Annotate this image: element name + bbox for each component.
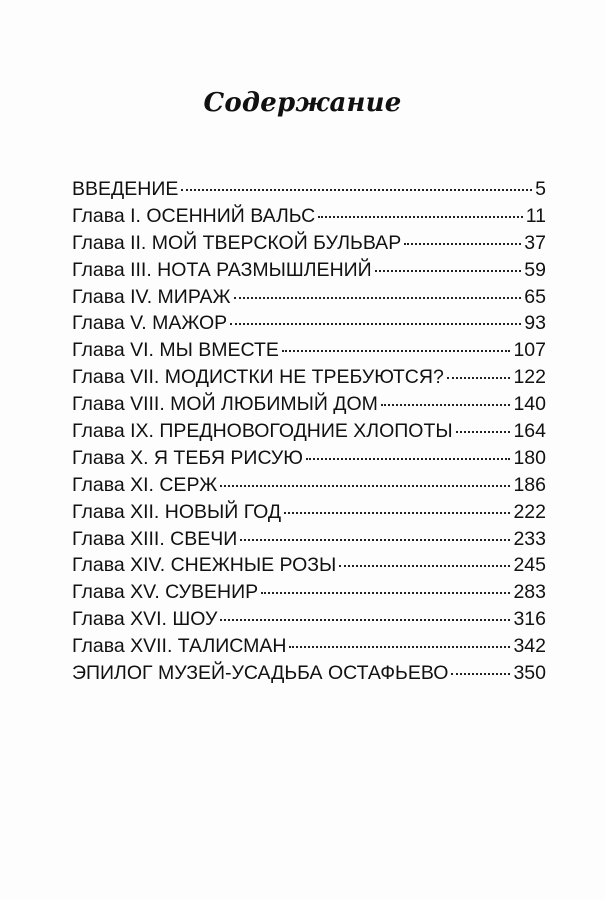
dot-leader [282,350,511,352]
dot-leader [289,646,510,648]
toc-entry-title: Глава XIV. СНЕЖНЫЕ РОЗЫ [72,554,337,577]
toc-entry-title: ЭПИЛОГ МУЗЕЙ-УСАДЬБА ОСТАФЬЕВО [72,662,449,685]
toc-entry-page-number: 107 [513,339,546,362]
toc-entry-page-number: 283 [513,581,546,604]
toc-entry-page-number: 11 [525,204,546,227]
dot-leader [284,512,510,514]
toc-entry-page-number: 37 [524,231,546,254]
toc-entry-page-number: 140 [513,393,546,416]
toc-entry-title: Глава VII. МОДИСТКИ НЕ ТРЕБУЮТСЯ? [72,366,444,389]
toc-entry [72,312,546,339]
dot-leader [220,485,510,487]
dot-leader [220,619,510,621]
toc-entry [72,474,546,501]
toc-entry [72,420,546,447]
toc-entry [72,366,546,393]
toc-entry [72,554,546,581]
toc-entry-title: Глава II. МОЙ ТВЕРСКОЙ БУЛЬВАР [72,231,402,254]
dot-leader [339,565,510,567]
toc-entry-page-number: 164 [513,420,546,443]
table-of-contents [72,178,546,689]
toc-entry-page-number: 180 [513,446,546,469]
dot-leader [306,458,510,460]
toc-entry [72,501,546,528]
dot-leader [456,431,511,433]
toc-entry [72,635,546,662]
dot-leader [447,377,511,379]
dot-leader [234,297,522,299]
dot-leader [261,592,510,594]
toc-entry-page-number: 233 [513,527,546,550]
toc-entry [72,339,546,366]
toc-entry-page-number: 350 [513,662,546,685]
dot-leader [375,270,522,272]
dot-leader [181,189,532,191]
page-title: Содержание [203,88,402,118]
toc-entry-page-number: 5 [535,178,546,200]
dot-leader [230,323,521,325]
toc-entry-title: Глава I. ОСЕННИЙ ВАЛЬС [72,204,316,227]
toc-entry-title: Глава VI. МЫ ВМЕСТЕ [72,339,279,362]
toc-entry [72,528,546,555]
toc-entry [72,232,546,259]
toc-entry-title: Глава XIII. СВЕЧИ [72,527,238,550]
toc-entry-title: Глава IX. ПРЕДНОВОГОДНИЕ ХЛОПОТЫ [72,420,453,443]
toc-entry-title: Глава XV. СУВЕНИР [72,581,259,604]
toc-entry-page-number: 59 [524,258,546,281]
toc-entry-title: Глава VIII. МОЙ ЛЮБИМЫЙ ДОМ [72,393,378,416]
toc-entry [72,178,546,205]
toc-entry-page-number: 316 [513,608,546,631]
dot-leader [381,404,511,406]
toc-entry-page-number: 245 [513,554,546,577]
toc-entry [72,205,546,232]
toc-entry [72,393,546,420]
toc-entry-title: Глава V. МАЖОР [72,312,228,335]
toc-entry-page-number: 122 [513,366,546,389]
toc-entry [72,662,546,689]
dot-leader [318,216,522,218]
toc-entry-title: ВВЕДЕНИЕ [72,178,179,200]
dot-leader [451,673,510,675]
toc-entry-page-number: 93 [524,312,546,335]
toc-entry [72,608,546,635]
toc-entry [72,286,546,313]
toc-entry-page-number: 222 [513,500,546,523]
toc-entry [72,581,546,608]
toc-entry [72,259,546,286]
toc-entry-title: Глава XI. СЕРЖ [72,473,218,496]
toc-entry-title: Глава XII. НОВЫЙ ГОД [72,500,282,523]
dot-leader [240,539,510,541]
toc-entry-page-number: 186 [513,473,546,496]
toc-entry-title: Глава IV. МИРАЖ [72,285,231,308]
toc-entry [72,447,546,474]
toc-entry-title: Глава XVII. ТАЛИСМАН [72,635,287,658]
dot-leader [404,243,521,245]
toc-entry-title: Глава III. НОТА РАЗМЫШЛЕНИЙ [72,258,372,281]
toc-entry-title: Глава XVI. ШОУ [72,608,218,631]
toc-entry-title: Глава X. Я ТЕБЯ РИСУЮ [72,446,303,469]
toc-entry-page-number: 342 [513,635,546,658]
toc-entry-page-number: 65 [524,285,546,308]
